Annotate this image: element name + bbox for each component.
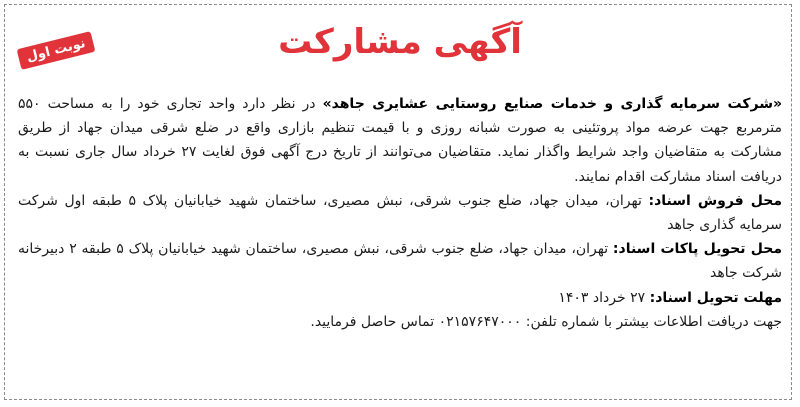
deadline-label: مهلت تحویل اسناد: [649,289,782,306]
first-round-badge: نوبت اول [17,31,96,70]
intro-text: در نظر دارد واحد تجاری خود را به مساحت ۵۵۰ مترمربع جهت عرضه مواد پروتئینی به صورت شبانه روزی و با قیمت تنظیم بازاری واقع در ضلع شرقی میدان جهاد از طریق مشارکت به متقاضیان واجد شرایط واگذار نماید. متقاضیان می‌توانند از تاریخ درج آگهی فوق لغایت ۲۷ خرداد سال جاری نسبت به دریافت اسناد مشارکت اقدام نمایند. [18,96,782,185]
ad-title: آگهی مشارکت [278,22,522,62]
ad-body [18,92,782,334]
delivery-location-text: تهران، میدان جهاد، ضلع جنوب شرقی، نبش مصیری، ساختمان شهید خیابانیان پلاک ۵ طبقه ۲ دبیرخانه شرکت جاهد [18,241,782,282]
deadline-text: ۲۷ خرداد ۱۴۰۳ [558,289,650,306]
delivery-location-paragraph [18,237,782,285]
contact-paragraph: جهت دریافت اطلاعات بیشتر با شماره تلفن: ۰۲۱۵۷۶۴۷۰۰۰ تماس حاصل فرمایید. [310,313,782,330]
delivery-location-label: محل تحویل پاکات اسناد: [612,241,783,258]
intro-paragraph [18,92,782,189]
sale-location-label: محل فروش اسناد: [648,192,782,209]
sale-location-text: تهران، میدان جهاد، ضلع جنوب شرقی، نبش مصیری، ساختمان شهید خیابانیان پلاک ۵ طبقه اول شرکت سرمایه گذاری جاهد [18,192,782,234]
company-name: «شرکت سرمایه گذاری و خدمات صنایع روستایی عشایری جاهد» [322,96,783,112]
deadline-paragraph [18,286,782,310]
sale-location-paragraph [18,189,782,237]
